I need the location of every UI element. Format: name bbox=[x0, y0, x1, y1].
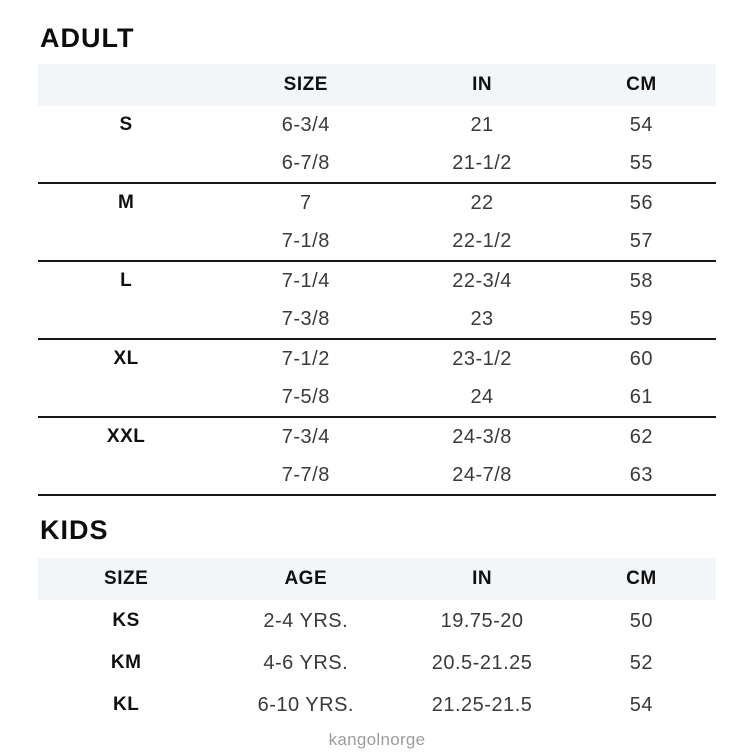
hat-size-cell: 7-5/8 bbox=[281, 385, 330, 408]
hat-size-cell: 7-3/4 bbox=[281, 425, 330, 448]
hat-size-cell: 7-1/8 bbox=[281, 229, 330, 252]
cm-cell: 55 bbox=[629, 151, 654, 174]
size-label-cell: L bbox=[120, 270, 133, 291]
table-row bbox=[38, 184, 716, 222]
cm-cell: 54 bbox=[629, 693, 654, 716]
inches-cell: 22-3/4 bbox=[452, 269, 512, 292]
hat-size-cell: 7-1/2 bbox=[281, 347, 330, 370]
size-label-cell: KL bbox=[112, 694, 140, 715]
kids-header-size-cell: SIZE bbox=[104, 568, 149, 589]
hat-size-cell: 6-7/8 bbox=[281, 151, 330, 174]
table-row bbox=[38, 378, 716, 416]
age-cell: 4-6 YRS. bbox=[263, 651, 349, 674]
adult-header-size-cell: SIZE bbox=[283, 74, 328, 95]
inches-cell: 20.5-21.25 bbox=[431, 651, 533, 674]
inches-cell: 21-1/2 bbox=[452, 151, 512, 174]
size-group-l bbox=[38, 262, 716, 340]
size-label-cell: XL bbox=[113, 348, 139, 369]
cm-cell: 54 bbox=[629, 113, 654, 136]
adult-header-cm-cell: CM bbox=[626, 74, 657, 95]
hat-size-cell: 7 bbox=[299, 191, 312, 214]
table-row bbox=[38, 642, 716, 684]
cm-cell: 50 bbox=[629, 609, 654, 632]
cm-cell: 58 bbox=[629, 269, 654, 292]
adult-size-table bbox=[38, 64, 716, 496]
table-row bbox=[38, 600, 716, 642]
adult-section-heading: ADULT bbox=[40, 23, 135, 53]
size-label-cell: S bbox=[119, 114, 133, 135]
table-row bbox=[38, 262, 716, 300]
size-group-m bbox=[38, 184, 716, 262]
cm-cell: 52 bbox=[629, 651, 654, 674]
inches-cell: 21 bbox=[470, 113, 494, 136]
kids-table-header-row bbox=[38, 558, 716, 600]
size-group-s bbox=[38, 106, 716, 184]
table-row bbox=[38, 300, 716, 338]
table-row bbox=[38, 418, 716, 456]
inches-cell: 23-1/2 bbox=[452, 347, 512, 370]
size-label-cell: KS bbox=[112, 610, 140, 631]
kids-header-in-cell: IN bbox=[472, 568, 493, 589]
cm-cell: 57 bbox=[629, 229, 654, 252]
cm-cell: 59 bbox=[629, 307, 654, 330]
age-cell: 6-10 YRS. bbox=[257, 693, 354, 716]
hat-size-cell: 6-3/4 bbox=[281, 113, 330, 136]
size-group-xxl bbox=[38, 418, 716, 496]
hat-size-cell: 7-3/8 bbox=[281, 307, 330, 330]
size-label-cell: XXL bbox=[106, 426, 146, 447]
table-row bbox=[38, 222, 716, 260]
inches-cell: 24-3/8 bbox=[452, 425, 512, 448]
table-row bbox=[38, 456, 716, 494]
cm-cell: 56 bbox=[629, 191, 654, 214]
age-cell: 2-4 YRS. bbox=[263, 609, 349, 632]
adult-header-in-cell: IN bbox=[472, 74, 493, 95]
size-label-cell: KM bbox=[110, 652, 142, 673]
inches-cell: 19.75-20 bbox=[440, 609, 524, 632]
table-row bbox=[38, 106, 716, 144]
adult-table-header-row bbox=[38, 64, 716, 106]
inches-cell: 24-7/8 bbox=[452, 463, 512, 486]
cm-cell: 60 bbox=[629, 347, 654, 370]
cm-cell: 62 bbox=[629, 425, 654, 448]
kids-size-table bbox=[38, 558, 716, 726]
hat-size-cell: 7-7/8 bbox=[281, 463, 330, 486]
cm-cell: 63 bbox=[629, 463, 654, 486]
kids-section-heading: KIDS bbox=[40, 515, 109, 545]
inches-cell: 22-1/2 bbox=[452, 229, 512, 252]
inches-cell: 24 bbox=[470, 385, 494, 408]
hat-size-cell: 7-1/4 bbox=[281, 269, 330, 292]
inches-cell: 22 bbox=[470, 191, 494, 214]
table-row bbox=[38, 340, 716, 378]
inches-cell: 21.25-21.5 bbox=[431, 693, 533, 716]
kids-header-age-cell: AGE bbox=[284, 568, 328, 589]
kids-header-cm-cell: CM bbox=[626, 568, 657, 589]
size-group-xl bbox=[38, 340, 716, 418]
cm-cell: 61 bbox=[629, 385, 654, 408]
inches-cell: 23 bbox=[470, 307, 494, 330]
table-row bbox=[38, 144, 716, 182]
table-row bbox=[38, 684, 716, 726]
size-label-cell: M bbox=[117, 192, 135, 213]
brand-watermark: kangolnorge bbox=[328, 730, 426, 749]
